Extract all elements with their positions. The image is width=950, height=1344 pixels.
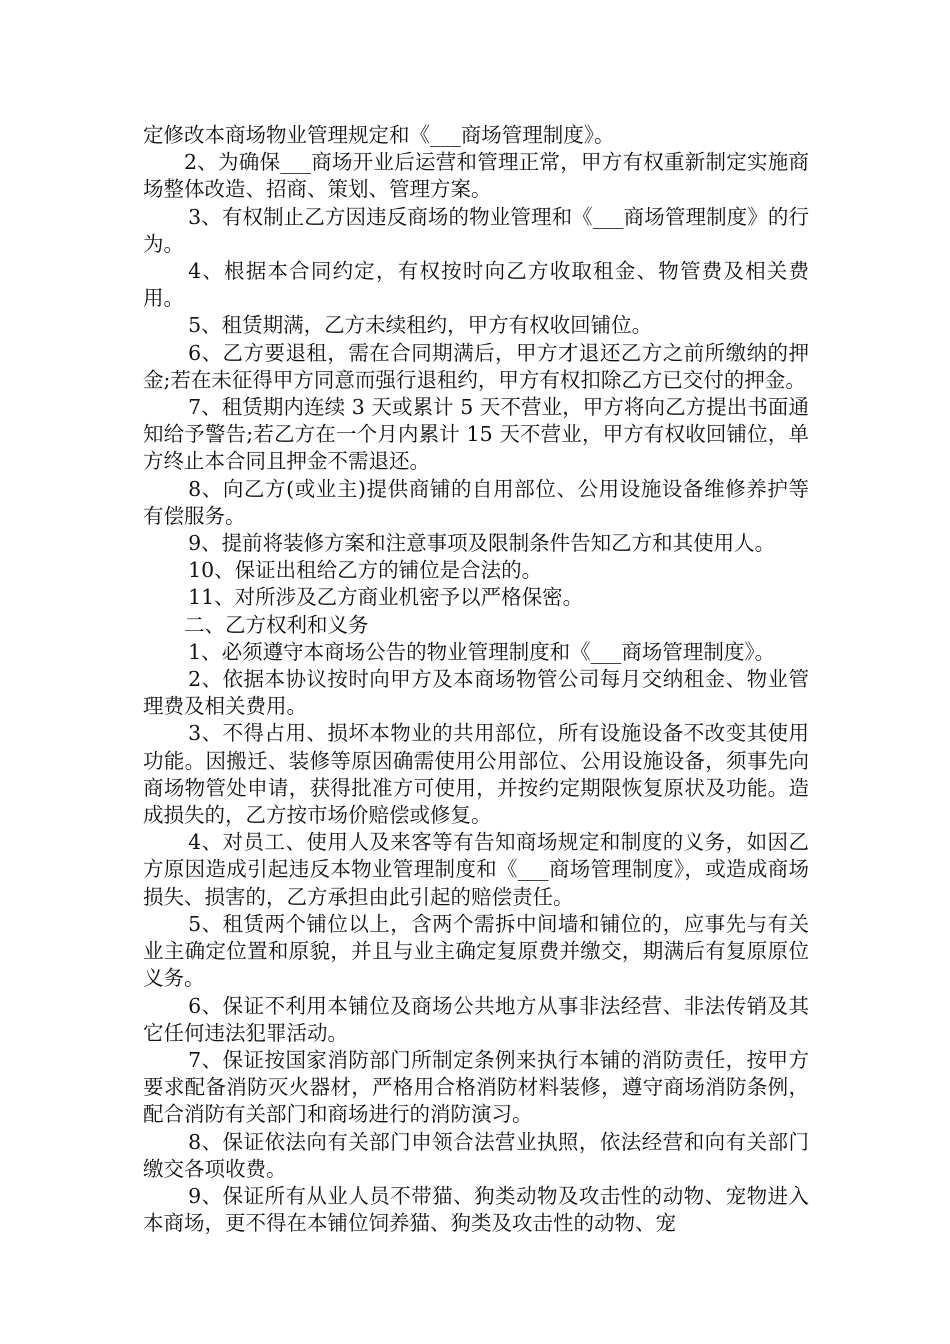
section-heading: 二、乙方权利和义务 (184, 612, 369, 637)
paragraph: 4、根据本合同约定，有权按时向乙方收取租金、物管费及相关费用。 (143, 259, 809, 311)
paragraph: 1、必须遵守本商场公告的物业管理制度和《___商场管理制度》。 (188, 639, 776, 664)
paragraph: 定修改本商场物业管理规定和《___商场管理制度》。 (143, 123, 615, 147)
paragraph: 4、对员工、使用人及来客等有告知商场规定和制度的义务，如因乙方原因造成引起违反本物业管理制度和《___商场管理制度》，或造成商场损失、损害的，乙方承担由此引起的赔偿责任。 (143, 830, 809, 909)
paragraph: 10、保证出租给乙方的铺位是合法的。 (188, 558, 543, 583)
paragraph: 3、有权制止乙方因违反商场的物业管理和《___商场管理制度》的行为。 (143, 204, 809, 256)
paragraph: 8、保证依法向有关部门申领合法营业执照，依法经营和向有关部门缴交各项收费。 (143, 1129, 809, 1181)
document-page (143, 122, 809, 1237)
paragraph: 8、向乙方(或业主)提供商铺的自用部位、公用设施设备维修养护等有偿服务。 (143, 476, 809, 528)
paragraph: 9、提前将装修方案和注意事项及限制条件告知乙方和其使用人。 (188, 531, 776, 556)
paragraph: 9、保证所有从业人员不带猫、狗类动物及攻击性的动物、宠物进入本商场，更不得在本铺位饲养猫、狗类及攻击性的动物、宠 (143, 1183, 809, 1236)
paragraph: 5、租赁期满，乙方未续租约，甲方有权收回铺位。 (188, 313, 653, 338)
paragraph: 2、依据本协议按时向甲方及本商场物管公司每月交纳租金、物业管理费及相关费用。 (143, 667, 809, 719)
paragraph: 6、保证不利用本铺位及商场公共地方从事非法经营、非法传销及其它任何违法犯罪活动。 (143, 993, 809, 1045)
paragraph: 2、为确保___商场开业后运营和管理正常，甲方有权重新制定实施商场整体改造、招商、策划、管理方案。 (143, 150, 809, 202)
paragraph: 7、保证按国家消防部门所制定条例来执行本铺的消防责任，按甲方要求配备消防灭火器材，严格用合格消防材料装修，遵守商场消防条例，配合消防有关部门和商场进行的消防演习。 (143, 1047, 809, 1127)
paragraph: 11、对所涉及乙方商业机密予以严格保密。 (188, 585, 584, 610)
paragraph: 7、租赁期内连续 3 天或累计 5 天不营业，甲方将向乙方提出书面通知给予警告;若乙方在一个月内累计 15 天不营业，甲方有权收回铺位，单方终止本合同且押金不需退还。 (143, 395, 809, 474)
paragraph: 3、不得占用、损坏本物业的共用部位，所有设施设备不改变其使用功能。因搬迁、装修等原因确需使用公用部位、公用设施设备，须事先向商场物管处申请，获得批准方可使用，并按约定期限恢复原状及功能。造成损失的，乙方按市场价赔偿或修复。 (143, 721, 809, 828)
paragraph: 5、租赁两个铺位以上，含两个需拆中间墙和铺位的，应事先与有关业主确定位置和原貌，并且与业主确定复原费并缴交，期满后有复原原位义务。 (143, 911, 809, 991)
paragraph: 6、乙方要退租，需在合同期满后，甲方才退还乙方之前所缴纳的押金;若在未征得甲方同意而强行退租约，甲方有权扣除乙方已交付的押金。 (143, 340, 809, 392)
